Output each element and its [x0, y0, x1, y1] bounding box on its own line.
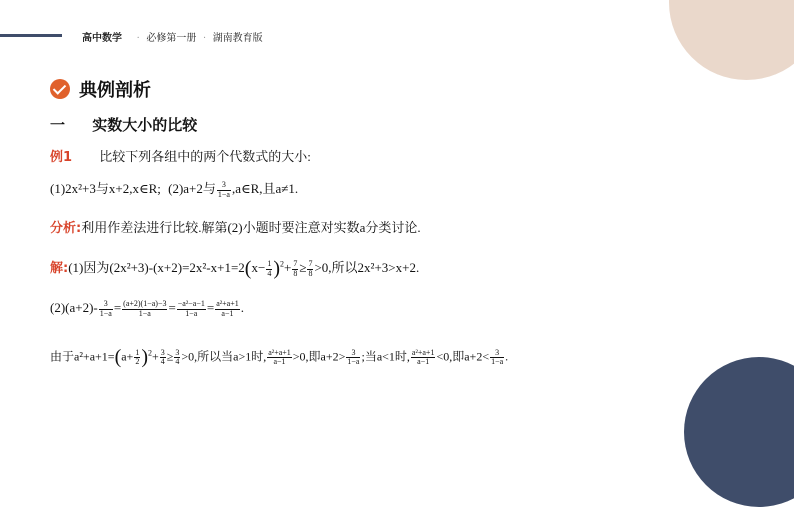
- example-part2-post: ,a∈R,且a≠1.: [231, 181, 299, 196]
- example-parts-line: [50, 178, 298, 199]
- subsection-number: 一: [50, 116, 66, 134]
- analysis-text: 利用作差法进行比较.解第(2)小题时要注意对实数a分类讨论.: [81, 220, 421, 235]
- example-part2-fraction: $\frac{3}{1-a}$: [217, 180, 230, 199]
- solution-label: 解:: [50, 261, 69, 276]
- subsection-heading: [50, 114, 197, 135]
- subsection-title: 实数大小的比较: [92, 116, 198, 134]
- header: 高中数学 · 必修第一册 · 湖南教育版: [82, 33, 263, 44]
- example-question: 比较下列各组中的两个代数式的大小:: [99, 149, 311, 164]
- section-title: [50, 76, 151, 102]
- solution-line-3: 由于a²+a+1=(a+ $\frac{1}{2}$ )$^2$+ $\frac{3}{4}$ ≥ $\frac{3}{4}$ >0,所以当a>1时, $\frac{\text{a²+a+1}}{a-1}$ >0,即a+2> $\frac{3}{1-a}$ ;当a<1时, $\frac{\text{a²+a+1}}{a-1}$ <0,即a+2< $\frac{3}{1-a}$ .: [50, 346, 509, 368]
- example-question-line: [50, 146, 311, 165]
- solution-line-1: 解:(1)因为(2x²+3)-(x+2)=2x²-x+1=2(x− $\frac{1}{4}$ )$^2$+ $\frac{7}{8}$ ≥ $\frac{7}{8}$ >0,所以2x²+3>x+2.: [50, 257, 420, 280]
- decorative-circle-peach: [669, 0, 794, 80]
- header-book: 必修第一册: [146, 33, 197, 44]
- header-accent-line: [0, 34, 62, 37]
- example-label: 例1: [50, 150, 73, 165]
- example-part2-pre: (2)a+2与: [168, 181, 216, 196]
- decorative-circle-navy: [684, 357, 794, 507]
- analysis-line: [50, 217, 421, 236]
- solution-line-2: (2)(a+2)- $\frac{3}{1-a}$ = $\frac{(a+2)(1-a)-3}{1-a}$ = $\frac{\text{−a²−a−1}}{1-a}$ = $\frac{\text{a²+a+1}}{a-1}$ .: [50, 299, 244, 318]
- header-subject: 高中数学: [82, 33, 122, 44]
- section-title-text: 典例剖析: [79, 80, 151, 101]
- check-circle-icon: [50, 79, 70, 99]
- analysis-label: 分析:: [50, 221, 82, 236]
- example-part1: (1)2x²+3与x+2,x∈R;: [50, 181, 161, 196]
- header-publisher: 湖南教育版: [212, 33, 263, 44]
